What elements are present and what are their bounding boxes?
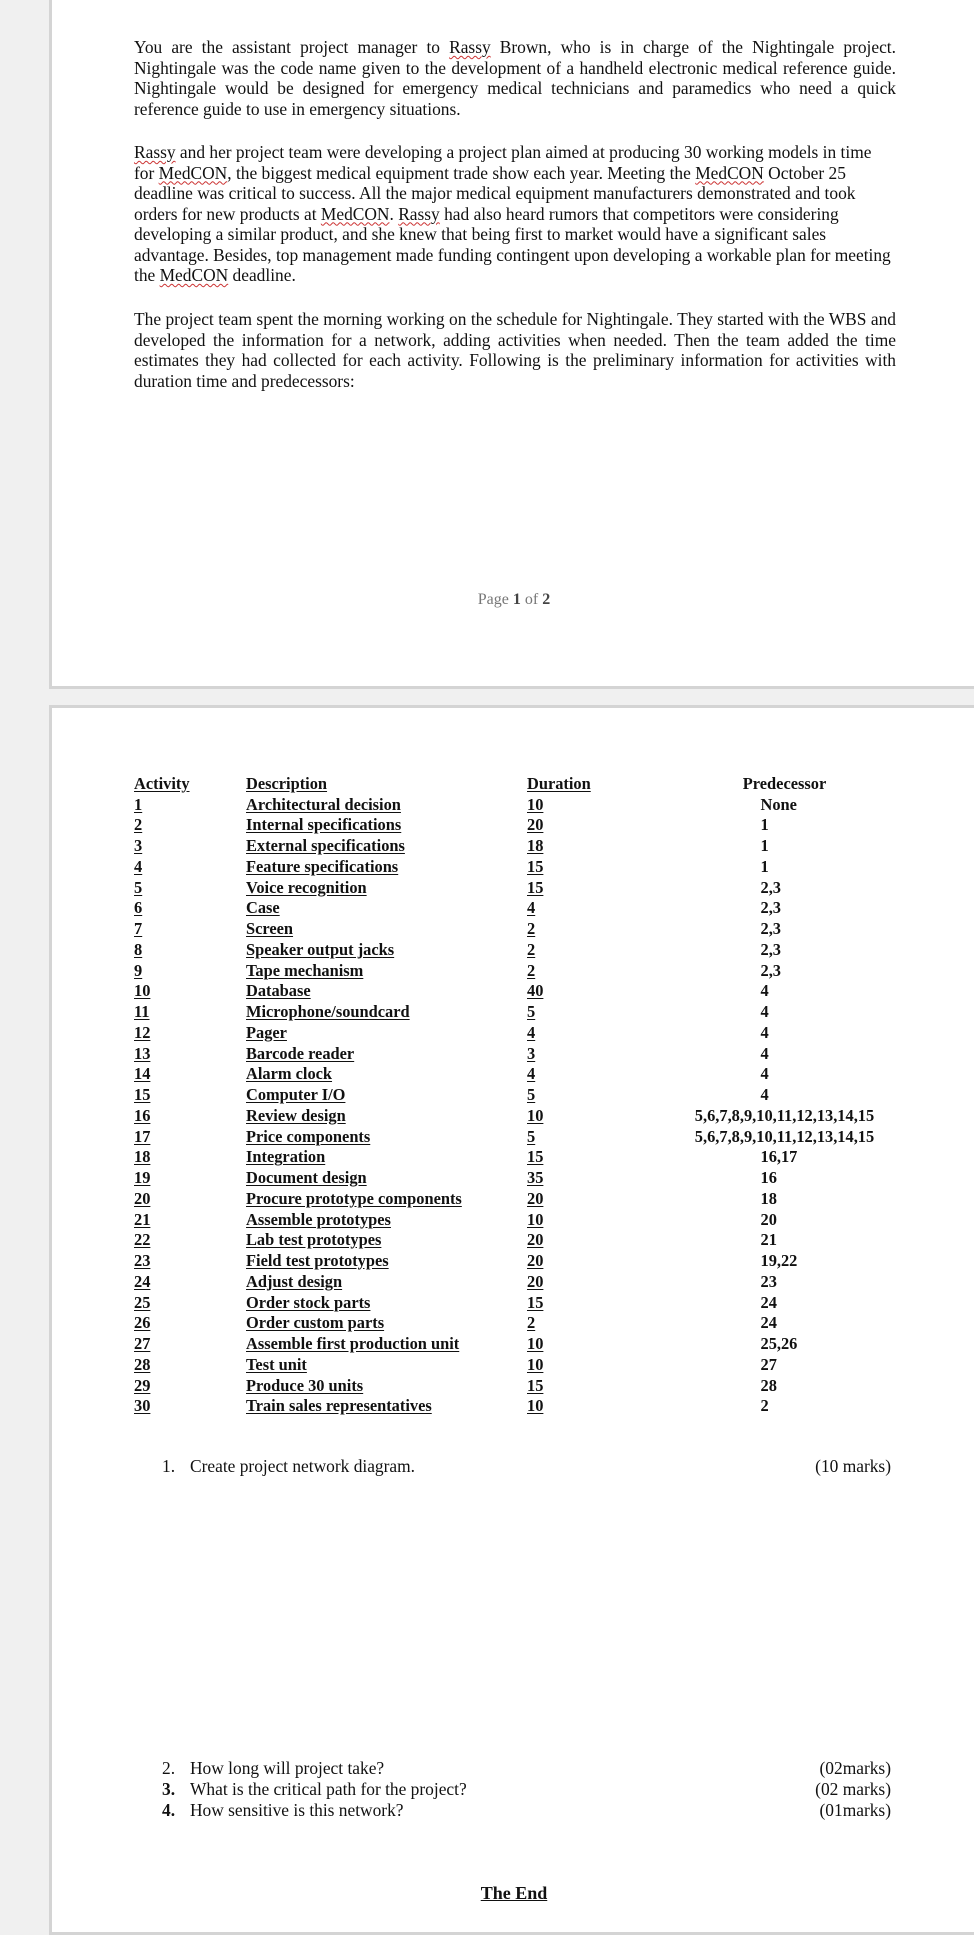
- spellcheck-word: Rassy: [449, 37, 491, 57]
- table-row: [134, 1291, 902, 1312]
- activity-description: Adjust design: [246, 1271, 343, 1291]
- activity-duration: 18: [527, 836, 544, 855]
- activity-description: Barcode reader: [246, 1043, 355, 1063]
- activity-predecessor: 4: [760, 1064, 769, 1084]
- table-row: [134, 1063, 902, 1084]
- activity-number: 4: [134, 856, 143, 876]
- activity-number: 6: [134, 898, 143, 918]
- activity-number: 30: [134, 1396, 151, 1416]
- activity-duration: 15: [527, 856, 544, 876]
- question-3: 3. What is the critical path for the project?: [162, 1779, 467, 1799]
- activity-description: Review design: [246, 1105, 346, 1125]
- table-row: [134, 834, 902, 855]
- activity-description: Case: [246, 898, 280, 918]
- paragraph-medcon: Rassy and her project team were developing a project plan aimed at producing 30 working models in time for MedCON, the biggest medical equipment trade show each year. Meeting the MedCON October 25 deadline was critical to success. All the major medical equipment manufacturers demonstrated and took orders for new products at MedCON. Rassy had also heard rumors that competitors were considering developing a similar product, and she knew that being first to market would have a significant sales advantage. Besides, top management made funding contingent upon developing a workable plan for meeting the MedCON deadline.: [134, 142, 891, 285]
- table-row: [134, 1270, 902, 1291]
- activity-duration: 4: [527, 1064, 536, 1084]
- table-row: [134, 1000, 902, 1021]
- activity-number: 15: [134, 1085, 151, 1104]
- paragraph-schedule: The project team spent the morning working on the schedule for Nightingale. They started with the WBS and developed the information for a network, adding activities when needed. Then the team added the time estimates they had collected for each activity. Following is the preliminary information for activities with duration time and predecessors:: [134, 309, 896, 391]
- question-4: 4. How sensitive is this network?: [162, 1800, 404, 1820]
- activity-predecessor: 1: [760, 836, 769, 855]
- table-row: [134, 1374, 902, 1395]
- table-row: [134, 1166, 902, 1187]
- table-header-row: [134, 772, 902, 793]
- activity-predecessor: 21: [760, 1230, 777, 1250]
- activity-number: 18: [134, 1147, 151, 1167]
- activity-description: Field test prototypes: [246, 1251, 389, 1270]
- activity-number: 17: [134, 1126, 151, 1146]
- activity-table: [134, 772, 902, 1415]
- activity-number: 13: [134, 1043, 151, 1063]
- activity-number: 19: [134, 1168, 151, 1187]
- spellcheck-word: MedCON: [320, 203, 390, 224]
- table-row: [134, 917, 902, 938]
- activity-duration: 10: [527, 1209, 544, 1229]
- activity-duration: 15: [527, 1147, 544, 1167]
- activity-description: Price components: [246, 1126, 371, 1146]
- activity-predecessor: 16,17: [760, 1147, 798, 1167]
- activity-number: 27: [134, 1334, 151, 1353]
- activity-description: Feature specifications: [246, 856, 399, 876]
- activity-predecessor: 4: [760, 981, 769, 1001]
- activity-duration: 10: [527, 1105, 544, 1125]
- activity-predecessor: 28: [760, 1375, 777, 1395]
- activity-predecessor: 1: [760, 815, 769, 835]
- activity-duration: 15: [527, 877, 544, 897]
- document-page-2: [49, 705, 974, 1935]
- activity-description: Computer I/O: [246, 1085, 346, 1104]
- activity-number: 2: [134, 815, 143, 835]
- activity-duration: 2: [527, 919, 536, 938]
- activity-number: 10: [134, 981, 151, 1001]
- activity-description: Train sales representatives: [246, 1396, 432, 1416]
- activity-description: Speaker output jacks: [246, 939, 395, 959]
- activity-duration: 10: [527, 794, 544, 814]
- question-1: 1. Create project network diagram.: [162, 1456, 416, 1476]
- activity-description: Voice recognition: [246, 877, 367, 897]
- spellcheck-word: Rassy: [134, 142, 176, 162]
- activity-description: Produce 30 units: [246, 1375, 364, 1395]
- activity-number: 20: [134, 1188, 151, 1208]
- activity-description: Pager: [246, 1022, 287, 1042]
- activity-predecessor: 5,6,7,8,9,10,11,12,13,14,15: [694, 1126, 875, 1146]
- table-row: [134, 876, 902, 897]
- activity-number: 28: [134, 1354, 151, 1374]
- header-activity: Activity: [134, 773, 190, 793]
- table-row: [134, 938, 902, 959]
- question-1-marks: (10 marks): [815, 1456, 891, 1476]
- activity-duration: 4: [527, 1022, 536, 1042]
- table-row: [134, 1125, 902, 1146]
- activity-description: Assemble prototypes: [246, 1209, 391, 1229]
- activity-description: Order custom parts: [246, 1313, 385, 1333]
- activity-description: Tape mechanism: [246, 960, 364, 980]
- table-row: [134, 793, 902, 814]
- activity-description: Database: [246, 981, 311, 1001]
- activity-description: Microphone/soundcard: [246, 1002, 410, 1021]
- activity-duration: 2: [527, 960, 536, 980]
- header-description: Description: [246, 773, 328, 793]
- activity-number: 24: [134, 1271, 151, 1291]
- activity-predecessor: 1: [760, 856, 769, 876]
- activity-predecessor: 4: [760, 1085, 769, 1104]
- activity-predecessor: 23: [760, 1271, 777, 1291]
- activity-predecessor: 18: [760, 1188, 777, 1208]
- activity-predecessor: 4: [760, 1002, 769, 1021]
- activity-duration: 2: [527, 1313, 536, 1333]
- spellcheck-word: Rassy: [398, 203, 440, 224]
- the-end: The End: [480, 1883, 548, 1903]
- question-3-marks: (02 marks): [815, 1779, 891, 1799]
- activity-duration: 20: [527, 1230, 544, 1250]
- spellcheck-word: MedCON: [695, 162, 764, 183]
- activity-duration: 5: [527, 1085, 536, 1104]
- activity-predecessor: 4: [760, 1043, 769, 1063]
- activity-duration: 10: [527, 1396, 544, 1416]
- activity-number: 14: [134, 1064, 151, 1084]
- table-row: [134, 1208, 902, 1229]
- activity-number: 23: [134, 1251, 151, 1270]
- activity-description: External specifications: [246, 836, 405, 855]
- table-row: [134, 897, 902, 918]
- activity-predecessor: 5,6,7,8,9,10,11,12,13,14,15: [694, 1105, 875, 1125]
- activity-predecessor: 2,3: [760, 898, 781, 918]
- activity-predecessor: 16: [760, 1168, 777, 1187]
- activity-description: Alarm clock: [246, 1064, 333, 1084]
- activity-duration: 20: [527, 815, 544, 835]
- header-predecessor: Predecessor: [742, 773, 827, 793]
- activity-description: Lab test prototypes: [246, 1230, 382, 1250]
- table-row: [134, 1146, 902, 1167]
- table-row: [134, 980, 902, 1001]
- activity-duration: 20: [527, 1271, 544, 1291]
- activity-description: Test unit: [246, 1354, 307, 1374]
- activity-duration: 5: [527, 1002, 536, 1021]
- table-row: [134, 1104, 902, 1125]
- activity-number: 3: [134, 836, 143, 855]
- activity-description: Screen: [246, 919, 294, 938]
- table-row: [134, 1229, 902, 1250]
- activity-duration: 5: [527, 1126, 536, 1146]
- activity-duration: 3: [527, 1043, 536, 1063]
- question-4-marks: (01marks): [819, 1800, 891, 1820]
- activity-predecessor: None: [760, 794, 797, 814]
- table-row: [134, 1042, 902, 1063]
- activity-number: 8: [134, 939, 143, 959]
- activity-predecessor: 19,22: [760, 1251, 798, 1270]
- document-page-1: [49, 0, 974, 689]
- activity-number: 1: [134, 794, 143, 814]
- activity-predecessor: 2,3: [760, 877, 781, 897]
- activity-duration: 35: [527, 1168, 544, 1187]
- table-row: [134, 1249, 902, 1270]
- activity-description: Integration: [246, 1147, 326, 1167]
- activity-number: 29: [134, 1375, 151, 1395]
- table-row: [134, 1187, 902, 1208]
- page-number: Page 1 of 2: [477, 591, 551, 608]
- activity-duration: 20: [527, 1188, 544, 1208]
- table-row: [134, 1395, 902, 1416]
- table-row: [134, 814, 902, 835]
- table-row: [134, 855, 902, 876]
- activity-predecessor: 2,3: [760, 939, 781, 959]
- activity-predecessor: 2,3: [760, 919, 781, 938]
- activity-duration: 20: [527, 1251, 544, 1270]
- activity-number: 5: [134, 877, 143, 897]
- activity-predecessor: 25,26: [760, 1334, 798, 1353]
- activity-description: Order stock parts: [246, 1292, 371, 1312]
- activity-predecessor: 20: [760, 1209, 777, 1229]
- activity-number: 25: [134, 1292, 151, 1312]
- table-row: [134, 1312, 902, 1333]
- activity-number: 11: [134, 1002, 150, 1021]
- activity-duration: 15: [527, 1375, 544, 1395]
- table-row: [134, 1353, 902, 1374]
- activity-number: 21: [134, 1209, 151, 1229]
- activity-duration: 10: [527, 1354, 544, 1374]
- activity-duration: 10: [527, 1334, 544, 1353]
- activity-predecessor: 2,3: [760, 960, 781, 980]
- activity-predecessor: 4: [760, 1022, 769, 1042]
- activity-number: 12: [134, 1022, 151, 1042]
- question-2-marks: (02marks): [819, 1758, 891, 1778]
- activity-number: 9: [134, 960, 143, 980]
- activity-description: Procure prototype components: [246, 1188, 462, 1208]
- activity-duration: 15: [527, 1292, 544, 1312]
- question-2: 2. How long will project take?: [162, 1758, 385, 1778]
- activity-description: Internal specifications: [246, 815, 402, 835]
- activity-duration: 40: [527, 981, 544, 1001]
- paragraph-intro: You are the assistant project manager to Rassy Brown, who is in charge of the Nightingale project. Nightingale was the code name given to the development of a handheld electronic medical reference guide. Nightingale would be designed for emergency medical technicians and paramedics who need a quick reference guide to use in emergency situations.: [134, 37, 896, 119]
- activity-number: 22: [134, 1230, 151, 1250]
- activity-predecessor: 24: [760, 1313, 777, 1333]
- activity-description: Assemble first production unit: [246, 1334, 460, 1353]
- activity-number: 26: [134, 1313, 151, 1333]
- activity-number: 16: [134, 1105, 151, 1125]
- table-row: [134, 1021, 902, 1042]
- activity-description: Document design: [246, 1168, 367, 1187]
- activity-predecessor: 24: [760, 1292, 777, 1312]
- header-duration: Duration: [527, 773, 591, 793]
- spellcheck-word: MedCON: [158, 162, 228, 183]
- activity-duration: 2: [527, 939, 536, 959]
- activity-predecessor: 2: [760, 1396, 769, 1416]
- activity-description: Architectural decision: [246, 794, 401, 814]
- table-row: [134, 959, 902, 980]
- activity-number: 7: [134, 919, 143, 938]
- activity-duration: 4: [527, 898, 536, 918]
- table-row: [134, 1332, 902, 1353]
- activity-predecessor: 27: [760, 1354, 777, 1374]
- table-row: [134, 1083, 902, 1104]
- spellcheck-word: MedCON: [159, 265, 229, 285]
